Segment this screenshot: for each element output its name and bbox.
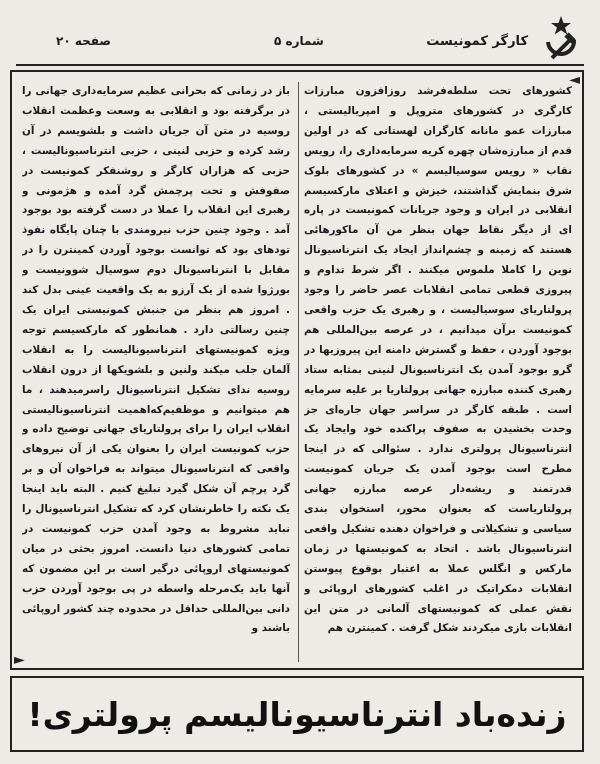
hammer-sickle-star-icon bbox=[538, 14, 584, 62]
corner-arrow-bottom-left-icon: ► bbox=[14, 652, 25, 668]
corner-arrow-top-right-icon: ◄ bbox=[569, 72, 580, 88]
article-column-left: باز در زمانی که بحرانی عظیم سرمایه‌داری جهانی را در برگرفته بود و انقلابی به وسعت وعظمت انقلاب روسیه در متن آن جریان داشت و بلشویسم در آن رشد کرده و حزبی لنینی ، حزبی انترناسیونالیست ، حزبی که هزاران کارگر و روشنفکر کمونیست در صفوفش و تحت پرچمش گرد آمده و هژمونی و رهبری این انقلاب را عملا در دست گرفته بود بوجود آمد . وجود چنین حزب نیرومندی با چنان پایگاه نفوذ تودهای بود که توانست بوجود آوردن کمینترن را در مقابل با انترناسیونال دوم سوسیال شوونیست و بورژوا شده از یک آرزو به یک واقعیت عینی بدل کند . امروز هم بنظر من جنبش کمونیستی ایران یک چنین رسالتی دارد . همانطور که مارکسیسم توجه ویژه کمونیستهای انترناسیونالیست را به انقلاب آلمان جلب میکند ولنین و بلشویکها از درون انقلاب روسیه ندای تشکیل انترناسیونال راسرمیدهند ، ما هم میتوانیم و موظفیم‌که‌اهمیت انترناسیونالیستی انقلاب ایران را برای پرولتاریای جهانی توضیح داده و حزب کمونیست ایران را بعنوان یکی از آن نیروهای واقعی که انترناسیونال میتواند به فراخوان آن و بر گرد پرچم آن شکل گیرد تبلیغ کنیم . البته باید اینجا یک نکته را خاطرنشان کرد که تشکیل انترناسیونال را نباید مشروط به وجود آمدن حزب کمونیست در تمامی کشورهای دنیا دانست. امروز بحثی در میان کمونیستهای اروپائی درگیر است بر این مضمون که آنها باید یک‌مرحله‌ واسطه در پی بوجود آوردن حزب‌ دانی بین‌المللی حداقل در محدوده چند کشور اروپائی باشند و bbox=[22, 85, 290, 635]
page bbox=[10, 8, 590, 756]
page-number: صفحه ۲۰ bbox=[56, 34, 111, 48]
publication-name: کارگر کمونیست bbox=[426, 34, 528, 49]
slogan-banner bbox=[10, 676, 584, 752]
slogan-text: زنده‌باد انترناسیونالیسم پرولتری! bbox=[27, 694, 567, 734]
column-divider bbox=[298, 82, 299, 662]
issue-number: شماره ۵ bbox=[274, 34, 324, 48]
page-header bbox=[16, 12, 584, 66]
article-column-right: کشورهای تحت سلطه‌فرشد روزافزون مبارزات کارگری در کشورهای متروپل و امپریالیستی ، مبارزات عمو مانانه کارگران لهستانی که در اولین قدم از مبارزه‌شان چهره کریه سرمایه‌داری را، رویس نقاب « رویس سوسیالیسم » در کشورهای بلوک شرق بنمایش گذاشتند، خیزش و اعتلای مارکسیسم انقلابی در ایران و وجود جریانات کمونیست در پاره ای از دیگر نقاط جهان بنظر من آن ماکورهائی هستند که زمینه و چشم‌انداز ایجاد یک انترناسیونال نوین را کاملا ملموس میکنند . اگر شرط تداوم و پیروزی قطعی تمامی انقلابات عصر حاضر را وجود پرولتاریای سوسیالیست ، و رهبری یک حزب واقعی کمونیست برآن میدانیم ، در عرصه بین‌المللی هم بوجود آوردن ، حفظ و گسترش دامنه این پیروزیها در گرو بوجود آمدن یک انترناسیونال لنینی بمثابه ستاد رهبری کننده مبارزه جهانی پرولتاریا بر علیه سرمایه است . طبقه کارگر در سراسر جهان جاره‌ای جز وحدت بخشیدن به صفوف پراکنده خود وایجاد یک انترناسیونال پرولتری ندارد . سئوالی که در اینجا مطرح است بوجود آمدن یک جریان کمونیست قدرتمند و ریشه‌دار عرصه مبارزه جهانی پرولتاریاست که بعنوان محور، استخوان بندی سیاسی و تشکیلاتی و فراخوان دهنده تشکیل واقعی انترناسیونال باشد . اتحاد به کمونیستها در زمان مارکس و انگلس عملا به اعتبار بوقوع پیوستن انقلابات دمکراتیک در اغلب کشورهای اروپائی و نقش عملی که کمونیستهای آلمانی در متن این انقلابات بازی میکردند شکل گرفت . کمینترن هم bbox=[304, 85, 572, 635]
article-frame bbox=[10, 70, 584, 670]
